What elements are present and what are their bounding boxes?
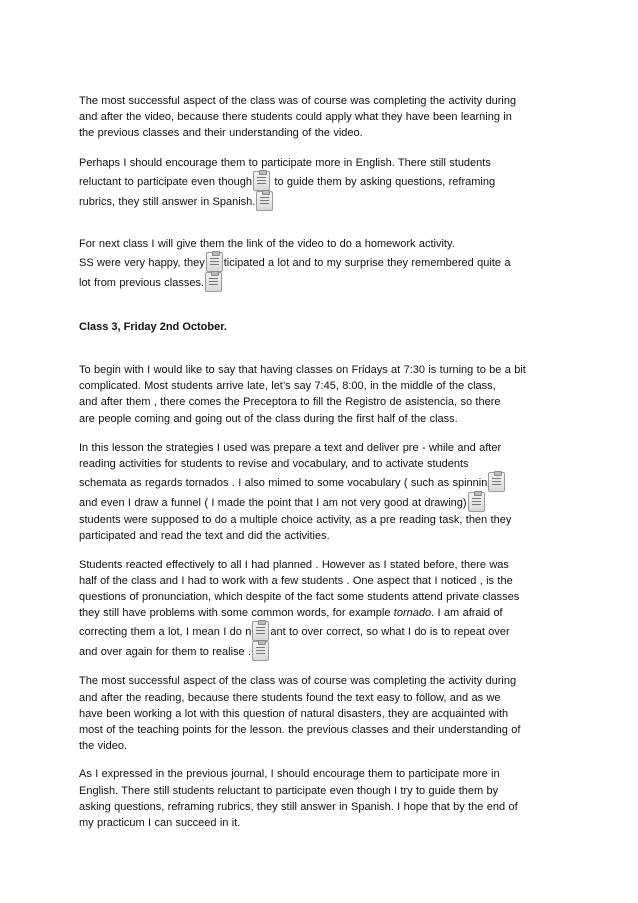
- text-line: In this lesson the strategies I used was prepare a text and deliver pre - while and after: [79, 441, 502, 454]
- note-icon[interactable]: [253, 171, 270, 191]
- text-line: and after the video, because there students could apply what they have been learning in: [79, 111, 512, 124]
- text-line: [79, 171, 559, 191]
- note-icon[interactable]: [252, 641, 269, 661]
- text-line: Perhaps I should encourage them to participate more in English. There still students: [79, 156, 491, 169]
- text-line: Students reacted effectively to all I had planned . However as I stated before, there was: [79, 558, 509, 571]
- note-icon[interactable]: [488, 472, 505, 492]
- text-line: are people coming and going out of the class during the first half of the class.: [79, 412, 458, 425]
- paragraph-7: [79, 673, 559, 754]
- text-line: [79, 272, 559, 292]
- text-fragment: lot from previous classes.: [79, 277, 204, 290]
- text-fragment: rubrics, they still answer in Spanish.: [79, 195, 256, 208]
- text-line: and after them , there comes the Preceptora to fill the Registro de asistencia, so there: [79, 396, 501, 409]
- text-line: [79, 472, 559, 492]
- text-line: and after the reading, because there students found the text easy to follow, and as we: [79, 691, 501, 704]
- text-line: half of the class and I had to work with a few students . One aspect that I noticed , is the: [79, 574, 513, 587]
- text-fragment: ticipated a lot and to my surprise they remembered quite a: [223, 257, 511, 270]
- emphasis-word: tornado: [393, 607, 432, 620]
- text-fragment: SS were very happy, they: [79, 257, 205, 270]
- text-line: As I expressed in the previous journal, I should encourage them to participate more in: [79, 768, 500, 781]
- text-line: For next class I will give them the link of the video to do a homework activity.: [79, 237, 455, 250]
- note-icon[interactable]: [252, 621, 269, 641]
- text-line: [79, 492, 559, 512]
- paragraph-1: [79, 93, 559, 142]
- text-line: complicated. Most students arrive late, let’s say 7:45, 8:00, in the middle of the class,: [79, 380, 496, 393]
- text-line: reading activities for students to revise and vocabulary, and to activate students: [79, 458, 469, 471]
- text-fragment: schemata as regards tornados . I also mimed to some vocabulary ( such as spinnin: [79, 477, 488, 490]
- text-line: participated and read the text and did the activities.: [79, 530, 330, 543]
- text-line: the video.: [79, 740, 128, 753]
- text-line: my practicum I can succeed in it.: [79, 817, 241, 830]
- paragraph-3: [79, 236, 559, 292]
- text-line: [79, 621, 559, 641]
- paragraph-5: [79, 440, 559, 545]
- paragraph-2: [79, 155, 559, 211]
- text-line: most of the teaching points for the lesson. the previous classes and their understanding of: [79, 724, 521, 737]
- text-line: students were supposed to do a multiple choice activity, as a pre reading task, then they: [79, 514, 512, 527]
- text-fragment: and even I draw a funnel ( I made the point that I am not very good at drawing): [79, 497, 467, 510]
- paragraph-6: [79, 557, 559, 662]
- text-line: asking questions, reframing rubrics, they still answer in Spanish. I hope that by the end of: [79, 800, 518, 813]
- text-fragment: . I am afraid of: [431, 607, 503, 620]
- text-line: The most successful aspect of the class was of course was completing the activity during: [79, 675, 517, 688]
- document-page: [79, 93, 559, 841]
- text-line: the previous classes and their understanding of the video.: [79, 127, 363, 140]
- text-fragment: reluctant to participate even though: [79, 175, 253, 188]
- text-line: [79, 605, 559, 621]
- section-heading: Class 3, Friday 2nd October.: [79, 321, 227, 334]
- text-fragment: ant to over correct, so what I do is to repeat over: [270, 626, 510, 639]
- paragraph-4: [79, 362, 559, 427]
- text-fragment: and over again for them to realise .: [79, 646, 252, 659]
- note-icon[interactable]: [256, 191, 273, 211]
- paragraph-8: [79, 766, 559, 831]
- note-icon[interactable]: [206, 252, 223, 272]
- text-fragment: to guide them by asking questions, reframing: [271, 175, 496, 188]
- text-fragment: correcting them a lot, I mean I do n: [79, 626, 252, 639]
- text-line: [79, 252, 559, 272]
- text-fragment: they still have problems with some common words, for example: [79, 607, 394, 620]
- text-line: questions of pronunciation, which despite of the fact some students attend private classes: [79, 591, 520, 604]
- note-icon[interactable]: [205, 272, 222, 292]
- text-line: [79, 191, 559, 211]
- text-line: have been working a lot with this question of natural disasters, they are acquainted with: [79, 707, 509, 720]
- text-line: The most successful aspect of the class was of course was completing the activity during: [79, 95, 517, 107]
- text-line: To begin with I would like to say that having classes on Fridays at 7:30 is turning to be a bit: [79, 364, 526, 377]
- text-line: [79, 641, 559, 661]
- note-icon[interactable]: [468, 492, 485, 512]
- text-line: English. There still students reluctant to participate even though I try to guide them by: [79, 784, 499, 797]
